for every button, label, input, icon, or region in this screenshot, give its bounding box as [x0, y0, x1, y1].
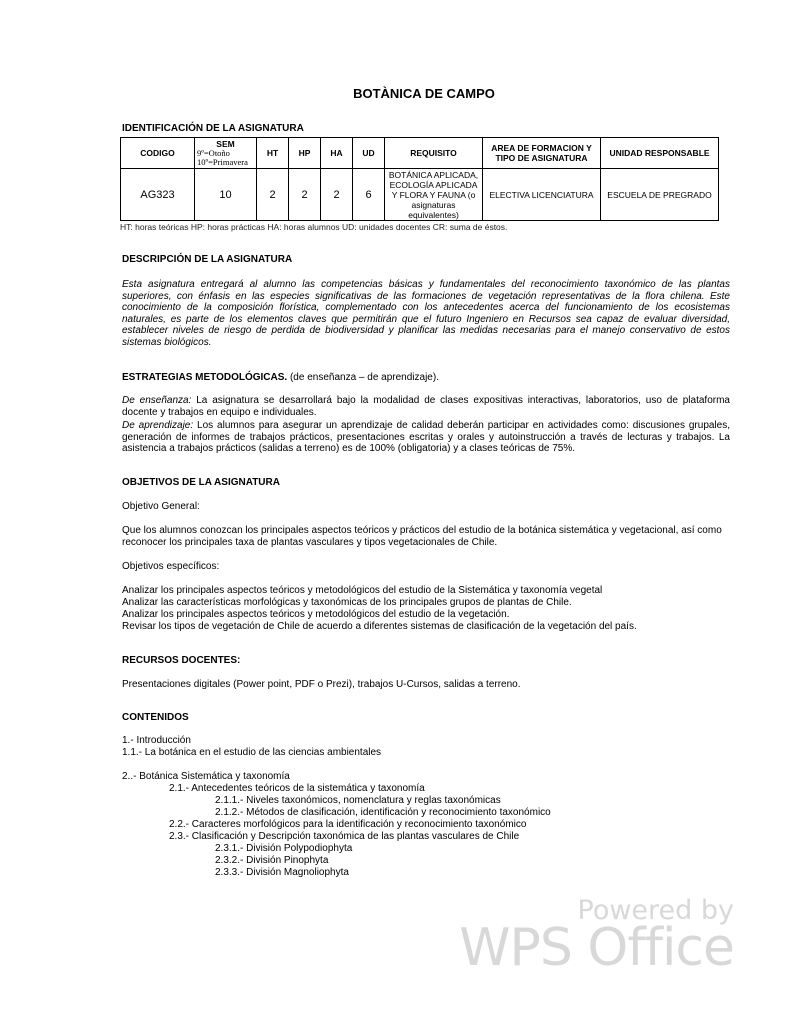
list-item: 1.- Introducción: [122, 735, 191, 746]
cell-codigo: AG323: [121, 169, 195, 221]
list-item: 2.1.2.- Métodos de clasificación, identificación y reconocimiento taxonómico: [215, 807, 551, 818]
table-header-row: [121, 138, 719, 169]
identificacion-heading: IDENTIFICACIÓN DE LA ASIGNATURA: [122, 123, 304, 134]
objetivo-general-label: Objetivo General:: [122, 501, 200, 512]
header-ud: UD: [353, 138, 385, 169]
objetivos-heading: OBJETIVOS DE LA ASIGNATURA: [122, 477, 280, 488]
contenidos-heading: CONTENIDOS: [122, 712, 189, 723]
ensenanza-text: La asignatura se desarrollará bajo la modalidad de clases expositivas interactivas, laboratorios, uso de plataforma docente y trabajos en equipo e individuales.: [122, 395, 730, 418]
list-item: 2.1.1.- Niveles taxonómicos, nomenclatura y reglas taxonómicas: [215, 795, 501, 806]
list-item: Revisar los tipos de vegetación de Chile de acuerdo a diferentes sistemas de clasificación de la vegetación del país.: [122, 621, 637, 632]
list-item: 2.3.1.- División Polypodiophyta: [215, 843, 353, 854]
estrategias-aprendizaje: [122, 420, 730, 455]
list-item: 2.3.2.- División Pinophyta: [215, 855, 329, 866]
recursos-heading: RECURSOS DOCENTES:: [122, 655, 241, 666]
cell-ht: 2: [257, 169, 289, 221]
header-requisito: REQUISITO: [385, 138, 483, 169]
header-unidad: UNIDAD RESPONSABLE: [601, 138, 719, 169]
descripcion-heading: DESCRIPCIÓN DE LA ASIGNATURA: [122, 254, 293, 265]
subject-table: [120, 137, 719, 221]
cell-ha: 2: [321, 169, 353, 221]
header-sem-primavera: 10º=Primavera: [197, 157, 248, 167]
header-hp: HP: [289, 138, 321, 169]
aprendizaje-text: Los alumnos para asegurar un aprendizaje de calidad deberán participar en actividades como: discusiones grupales, generación de informes de trabajos prácticos, presentaciones escritas y orales y autoinstrucción a través de lecturas y trabajos. La asistencia a trabajos prácticos (salidas a terreno) es de 100% (obligatoria) y a clases teóricas de 75%.: [122, 420, 730, 454]
ensenanza-label: De enseñanza:: [122, 395, 192, 406]
header-ht: HT: [257, 138, 289, 169]
watermark-powered-by: Powered by: [577, 895, 734, 926]
header-sem: [195, 138, 257, 169]
header-ha: HA: [321, 138, 353, 169]
recursos-text: Presentaciones digitales (Power point, PDF o Prezi), trabajos U-Cursos, salidas a terreno.: [122, 679, 521, 690]
list-item: 1.1.- La botánica en el estudio de las ciencias ambientales: [122, 747, 382, 758]
cell-hp: 2: [289, 169, 321, 221]
list-item: 2..- Botánica Sistemática y taxonomía: [122, 771, 290, 782]
header-sem-label: SEM: [216, 139, 235, 149]
estrategias-heading-suffix: (de enseñanza – de aprendizaje).: [287, 372, 439, 383]
cell-requisito: BOTÁNICA APLICADA, ECOLOGÍA APLICADA Y FLORA Y FAUNA (o asignaturas equivalentes): [385, 169, 483, 221]
objetivo-general-text: Que los alumnos conozcan los principales aspectos teóricos y prácticos del estudio de la botánica sistemática y vegetacional, así como reconocer los principales taxa de plantas vasculares y tipos vegetacionales de Chile.: [122, 525, 722, 548]
estrategias-heading: ESTRATEGIAS METODOLÓGICAS.: [122, 372, 288, 383]
header-sem-otono: 9º=Otoño: [197, 148, 230, 158]
list-item: Analizar las características morfológicas y taxonómicas de los principales grupos de plantas de Chile.: [122, 597, 572, 608]
contenidos-list: [122, 735, 551, 879]
cell-area: ELECTIVA LICENCIATURA: [483, 169, 601, 221]
list-item: 2.1.- Antecedentes teóricos de la sistemática y taxonomía: [169, 783, 425, 794]
estrategias-ensenanza: [122, 395, 730, 418]
list-item: 2.2.- Caracteres morfológicos para la identificación y reconocimiento taxonómico: [169, 819, 527, 830]
aprendizaje-label: De aprendizaje:: [122, 420, 194, 431]
list-item: Analizar los principales aspectos teóricos y metodológicos del estudio de la Sistemática y taxonomía vegetal: [122, 585, 603, 596]
document-title: BOTÀNICA DE CAMPO: [353, 86, 495, 101]
list-item: 2.3.- Clasificación y Descripción taxonómica de las plantas vasculares de Chile: [169, 831, 520, 842]
descripcion-text: Esta asignatura entregará al alumno las competencias básicas y fundamentales del reconocimiento taxonómico de las plantas superiores, con énfasis en las especies significativas de las formaciones de vegetación representativas de la flora chilena. Este conocimiento de la composición florística, complementado con los antecedentes acerca del funcionamiento de los ecosistemas naturales, es parte de los elementos claves que permitirán que el futuro Ingeniero en Recursos sea capaz de evaluar diversidad, establecer niveles de riesgo de perdida de biodiversidad y planificar las medidas necesarias para el manejo conservativo de estos sistemas biológicos.: [122, 279, 730, 348]
cell-ud: 6: [353, 169, 385, 221]
cell-unidad: ESCUELA DE PREGRADO: [601, 169, 719, 221]
cell-sem: 10: [195, 169, 257, 221]
objetivos-especificos-label: Objetivos específicos:: [122, 561, 220, 572]
header-area: AREA DE FORMACION Y TIPO DE ASIGNATURA: [483, 138, 601, 169]
objetivos-especificos-list: [122, 585, 637, 633]
watermark-wps-office: WPS Office: [459, 918, 734, 978]
table-row: [121, 169, 719, 221]
list-item: Analizar los principales aspectos teóricos y metodológicos del estudio de la vegetación.: [122, 609, 510, 620]
estrategias-heading-line: [122, 372, 439, 383]
table-legend: HT: horas teóricas HP: horas prácticas HA: horas alumnos UD: unidades docentes CR: suma de éstos.: [120, 222, 508, 232]
list-item: 2.3.3.- División Magnoliophyta: [215, 867, 349, 878]
header-codigo: CODIGO: [121, 138, 195, 169]
